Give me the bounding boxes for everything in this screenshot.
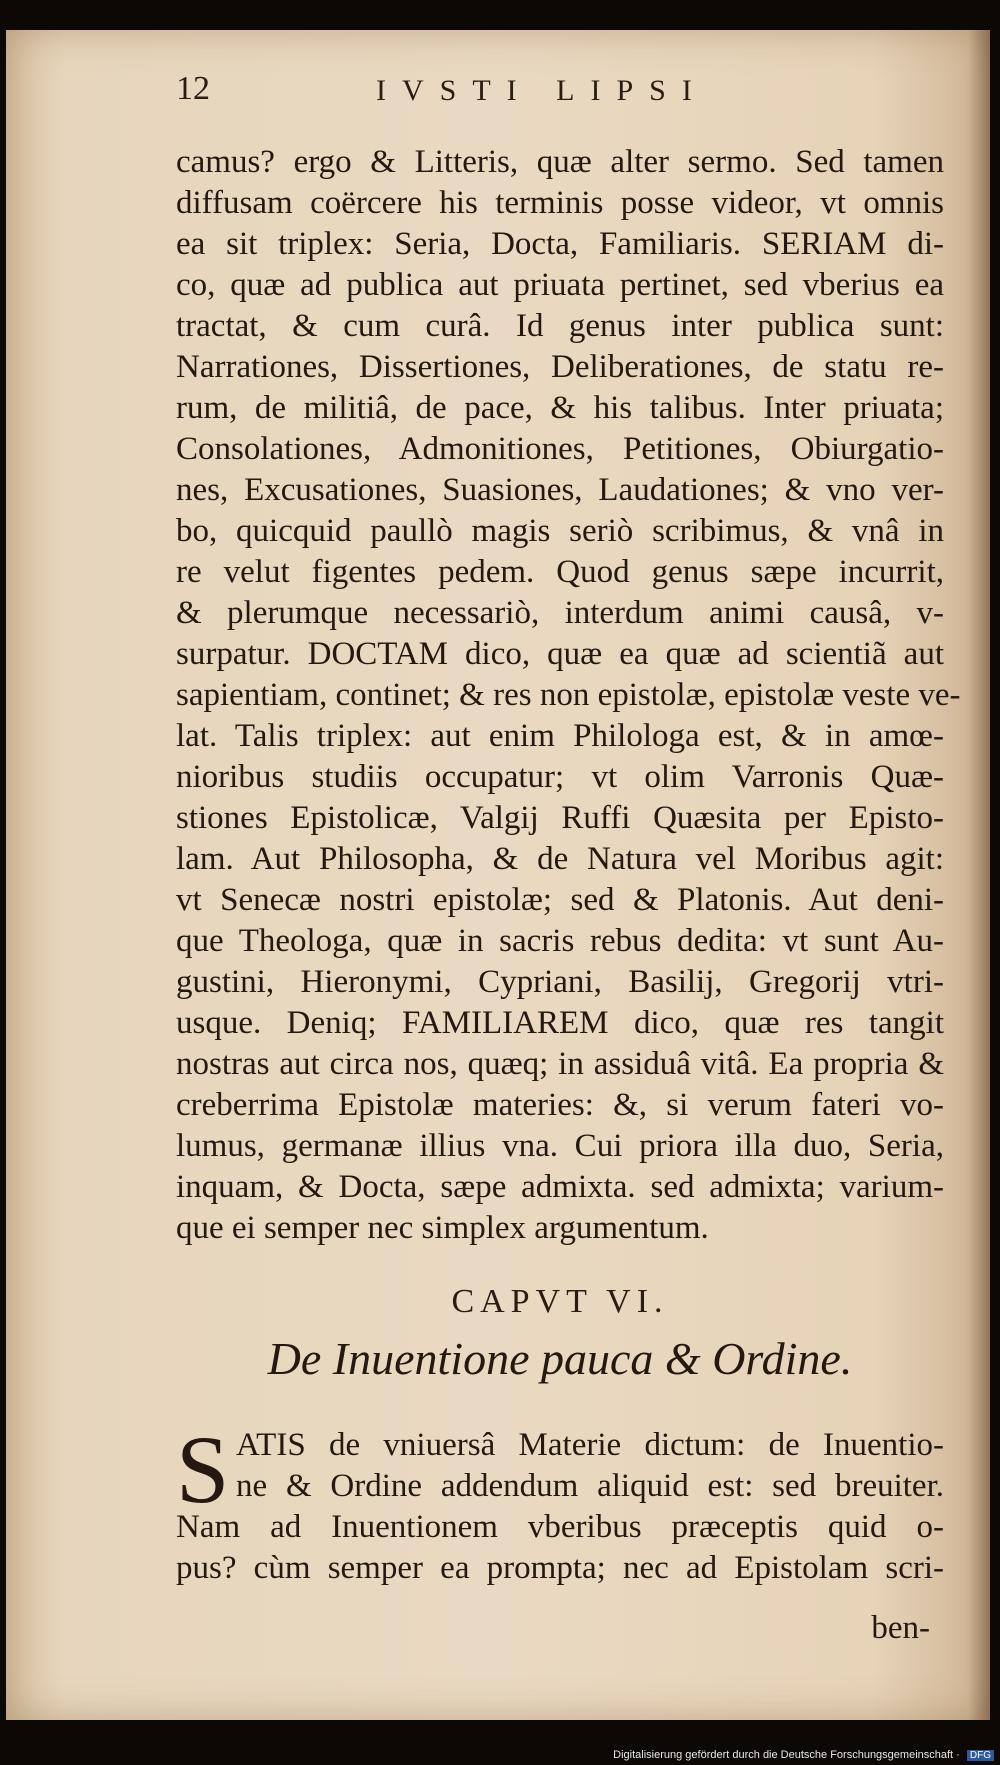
dfg-logo: DFG xyxy=(967,1750,994,1761)
text-line: rum, de militiâ, de pace, & his talibus. Inter priuata; xyxy=(176,390,944,426)
text-line: vt Senecæ nostri epistolæ; sed & Platonis. Aut deni- xyxy=(176,882,944,918)
running-title: IVSTI LIPSI xyxy=(376,74,708,107)
chapter-body xyxy=(176,1416,944,1589)
book-page xyxy=(6,30,990,1720)
text-line: lam. Aut Philosopha, & de Natura vel Moribus agit: xyxy=(176,841,944,877)
text-line: ea sit triplex: Seria, Docta, Familiaris. SERIAM di- xyxy=(176,226,944,262)
text-line: ne & Ordine addendum aliquid est: sed breuiter. xyxy=(236,1468,944,1504)
text-line: inquam, & Docta, sæpe admixta. sed admixta; varium- xyxy=(176,1169,944,1205)
text-line: nostras aut circa nos, quæq; in assiduâ vitâ. Ea propria & xyxy=(176,1046,944,1082)
text-line: re velut figentes pedem. Quod genus sæpe incurrit, xyxy=(176,554,944,590)
text-line: pus? cùm semper ea prompta; nec ad Epistolam scri- xyxy=(176,1550,944,1586)
text-line: lumus, germanæ illius vna. Cui priora illa duo, Seria, xyxy=(176,1128,944,1164)
chapter-title: De Inuentione pauca & Ordine. xyxy=(267,1333,853,1384)
text-line: Consolationes, Admonitiones, Petitiones, Obiurgatio- xyxy=(176,431,944,467)
catchword: ben- xyxy=(871,1610,930,1646)
chapter-heading: CAPVT VI. xyxy=(451,1283,669,1320)
text-line: Nam ad Inuentionem vberibus præceptis quid o- xyxy=(176,1509,944,1545)
digitization-credit xyxy=(613,1749,994,1761)
text-line: que Theologa, quæ in sacris rebus dedita: vt sunt Au- xyxy=(176,923,944,959)
text-line: nioribus studiis occupatur; vt olim Varronis Quæ- xyxy=(176,759,944,795)
drop-capital: S xyxy=(176,1416,230,1523)
running-head xyxy=(176,70,906,130)
text-line: Narrationes, Dissertiones, Deliberationes, de statu re- xyxy=(176,349,944,385)
text-line: nes, Excusationes, Suasiones, Laudationes; & vno ver- xyxy=(176,472,944,508)
text-line: creberrima Epistolæ materies: &, si verum fateri vo- xyxy=(176,1087,944,1123)
text-line: diffusam coërcere his terminis posse videor, vt omnis xyxy=(176,185,944,221)
text-line: & plerumque necessariò, interdum animi causâ, v- xyxy=(176,595,944,631)
text-line: usque. Deniq; FAMILIAREM dico, quæ res tangit xyxy=(176,1005,944,1041)
text-line: lat. Talis triplex: aut enim Philologa est, & in amœ- xyxy=(176,718,944,754)
body-text xyxy=(176,142,961,1249)
credit-text: Digitalisierung gefördert durch die Deutsche Forschungsgemeinschaft · xyxy=(613,1749,960,1761)
text-line: camus? ergo & Litteris, quæ alter sermo. Sed tamen xyxy=(176,144,944,180)
text-line: co, quæ ad publica aut priuata pertinet, sed vberius ea xyxy=(176,267,944,303)
text-line: ATIS de vniuersâ Materie dictum: de Inuentio- xyxy=(236,1427,944,1463)
text-line: tractat, & cum curâ. Id genus inter publica sunt: xyxy=(176,308,944,344)
text-line: surpatur. DOCTAM dico, quæ ea quæ ad scientiã aut xyxy=(176,636,944,672)
text-line: stiones Epistolicæ, Valgij Ruffi Quæsita per Episto- xyxy=(176,800,944,836)
text-line: que ei semper nec simplex argumentum. xyxy=(176,1210,709,1246)
text-line: bo, quicquid paullò magis seriò scribimus, & vnâ in xyxy=(176,513,944,549)
text-line: sapientiam, continet; & res non epistolæ, epistolæ veste ve- xyxy=(176,677,961,713)
text-line: gustini, Hieronymi, Cypriani, Basilij, Gregorij vtri- xyxy=(176,964,944,1000)
page-number: 12 xyxy=(176,70,210,107)
